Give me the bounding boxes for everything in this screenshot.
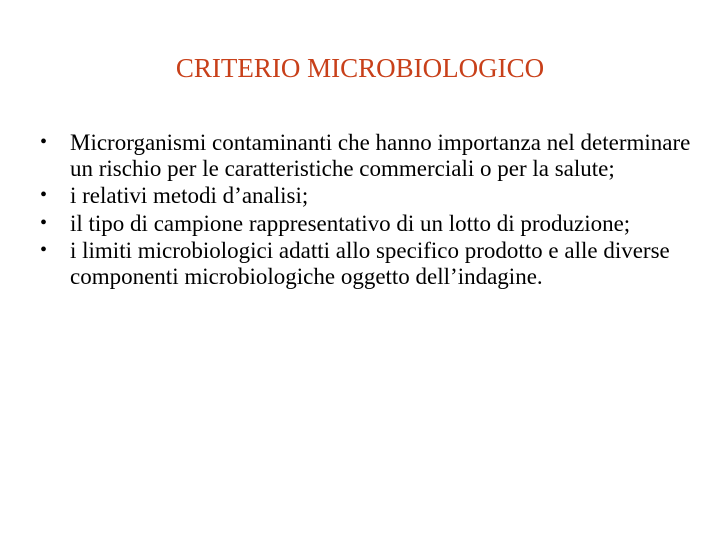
bullet-list — [40, 130, 700, 291]
bullet-icon: • — [40, 131, 48, 153]
bullet-item — [40, 211, 700, 237]
bullet-text: i limiti microbiologici adatti allo specifico prodotto e alle diverse componenti microbiologiche oggetto dell’indagine. — [70, 238, 670, 289]
bullet-item — [40, 238, 700, 289]
bullet-icon: • — [40, 211, 48, 234]
bullet-icon: • — [40, 184, 48, 206]
bullet-item — [40, 183, 700, 209]
bullet-text: i relativi metodi d’analisi; — [70, 183, 309, 208]
bullet-item — [40, 130, 700, 181]
bullet-text: Microrganismi contaminanti che hanno importanza nel determinare un rischio per le caratteristiche commerciali o per la salute; — [70, 130, 691, 181]
slide-title: CRITERIO MICROBIOLOGICO — [175, 53, 545, 83]
bullet-text: il tipo di campione rappresentativo di un lotto di produzione; — [70, 210, 631, 236]
bullet-icon: • — [40, 239, 48, 261]
